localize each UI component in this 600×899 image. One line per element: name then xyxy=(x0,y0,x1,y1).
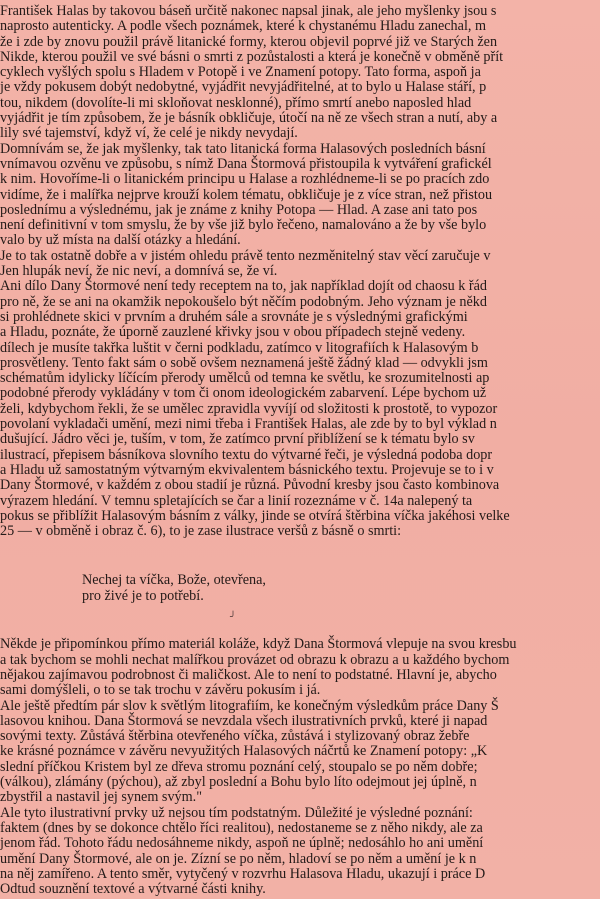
text-line: schématům idylicky líčícím přerody umělců od temna ke světlu, ke srozumitelnosti ap xyxy=(0,370,490,387)
text-line: na něj zamířeno. A tento směr, vytyčený v rozvrhu Halasova Hladu, ukazují i práce D xyxy=(0,865,486,882)
text-line: faktem (dnes by se dokonce chtělo říci realitou), nedostaneme se z něho nikdy, ale za xyxy=(0,819,483,836)
text-line: slední příčkou Kristem byl ze dřeva stromu poznání celý, stoupalo se po něm dobře; xyxy=(0,758,478,775)
poem-line: pro živé je to potřebí. xyxy=(82,588,204,605)
text-line: ilustrací, přepisem básníkova slovního textu do výtvarné řeči, je výsledná podoba dopr xyxy=(0,446,493,463)
text-line: umění Dany Štormové, ale on je. Zízní se po něm, hladoví se po něm a umění je k n xyxy=(0,850,477,867)
text-line: pro ně, že se ani na okamžik nepokoušelo být něčím podobným. Jeho význam je někd xyxy=(0,293,487,310)
text-line: Ale tyto ilustrativní prvky už nejsou tím podstatným. Důležité je výsledné poznání: xyxy=(0,804,473,821)
poem-line: Nechej ta víčka, Bože, otevřena, xyxy=(82,572,266,589)
poem-quote xyxy=(0,573,600,605)
text-line: Nikde, kterou použil ve své básni o smrti z pozůstalosti a která je konečně v obměně přít xyxy=(0,48,504,65)
text-line: lily své tajemství, když ví, že celé je nikdy nevydají. xyxy=(0,125,298,142)
text-line: vyjádřit je tím způsobem, že je básník obkličuje, útočí na ně ze všech stran a nutí, aby a xyxy=(0,110,498,127)
spacer xyxy=(0,605,600,637)
text-line: valo by už místa na další otázky a hledání. xyxy=(0,232,241,249)
text-line: sami domýšleli, o to se tak trochu v závěru pokusím i já. xyxy=(0,682,321,699)
paragraph xyxy=(0,279,600,539)
text-line: František Halas by takovou báseň určitě nakonec napsal jinak, ale jeho myšlenky jsou s xyxy=(0,3,497,19)
text-line: (válkou), zlámány (pýchou), až zbyl poslední a Bohu bylo líto odejmout jej úplně, n xyxy=(0,774,477,791)
text-line: nějakou zajímavou podrobnost či maličkost. Ale to není to podstatné. Hlavní je, abycho xyxy=(0,666,497,683)
paragraph xyxy=(0,142,600,249)
text-line: Odtud souznění textové a výtvarné části knihy. xyxy=(0,881,266,898)
text-line: povolaní vykladači umění, mezi nimi třeba i František Halas, ale zde by to byl výklad n xyxy=(0,416,497,433)
text-line: dílech je musíte takřka luštit v černi podkladu, zatímco v litografiích k Halasovým b xyxy=(0,339,479,356)
text-line: naprosto autenticky. A podle všech poznámek, které k chystanému Hladu zanechal, m xyxy=(0,18,487,35)
text-line: Ale ještě předtím pár slov k světlým litografiím, ke konečným výsledkům práce Dany Š xyxy=(0,697,499,714)
text-line: poslednímu a výslednému, jak je známe z knihy Potopa — Hlad. A zase ani tato pos xyxy=(0,201,478,218)
text-line: pokus se přiblížit Halasovým básním z války, jinde se otvírá štěrbina víčka jakéhosi velke xyxy=(0,507,510,524)
text-line: sovými texty. Zůstává štěrbina otevřeného víčka, zůstává i stylizovaný obraz žebře xyxy=(0,728,470,745)
text-line: a Hladu, poznáte, že úporně zauzlené křivky jsou v obou případech stejně vedeny. xyxy=(0,324,466,341)
text-line: želi, kdybychom řekli, že se umělec zpravidla vyvíjí od složitosti k prostotě, to vypozor xyxy=(0,400,498,417)
text-line: lasovou knihou. Dana Štormová se nevzdala všech ilustrativních prvků, které ji napad xyxy=(0,712,488,729)
text-line: výrazem hledání. V temnu spletajících se čar a linií rozeznáme v č. 14a nalepený ta xyxy=(0,492,473,509)
text-line: Dany Štormové, v každém z obou stadií je různá. Původní kresby jsou často kombinova xyxy=(0,477,500,494)
text-line: Je to tak ostatně dobře a v jistém ohledu právě tento nezměnitelný stav věcí zaručuje v xyxy=(0,247,491,264)
text-line: zbystřil a nastavil jej synem svým." xyxy=(0,789,203,806)
text-line: tou, nikdem (dovolíte-li mi skloňovat nesklonné), přímo smrtí anebo naposled hlad xyxy=(0,94,472,111)
text-line: Někde je připomínkou přímo materiál koláže, když Dana Štormová vlepuje na svou kresbu xyxy=(0,636,517,653)
text-line: Domnívám se, že jak myšlenky, tak tato litanická forma Halasových posledních básní xyxy=(0,140,486,157)
text-line: vnímavou ozvěnu ve způsobu, s nímž Dana Štormová přistoupila k vytváření grafickél xyxy=(0,155,492,172)
article-text xyxy=(0,4,600,897)
text-line: vidíme, že i malířka nejprve krouží kolem tématu, obkličuje je z více stran, než přistou xyxy=(0,186,493,203)
text-line: a Hladu už samostatným výtvarným ekvivalentem básnického textu. Projevuje se to i v xyxy=(0,461,494,478)
text-line: že i zde by znovu použil právě litanické formy, kterou objevil poprvé již ve Starých žen xyxy=(0,33,498,50)
text-line: ke krásné poznámce v závěru nevyužitých Halasových náčrtů ke Znamení potopy: „K xyxy=(0,743,488,760)
text-line: prosvětleny. Tento fakt sám o sobě ovšem neznamená ještě žádný klad — odvykli jsm xyxy=(0,354,488,371)
text-line: není definitivní v tom smyslu, že by vše již bylo řečeno, namalováno a že by vše bylo xyxy=(0,217,487,234)
text-line: k nim. Hovoříme-li o litanickém principu u Halase a rozhlédneme-li se po pracích zdo xyxy=(0,171,490,188)
text-line: jenom řád. Tohoto řádu nedosáhneme nikdy, aspoň ne úplně; nedosáhlo ho ani umění xyxy=(0,835,484,852)
text-line: Jen hlupák neví, že nic neví, a domnívá se, že ví. xyxy=(0,263,278,280)
spacer xyxy=(0,539,600,573)
text-line: je vždy pokusem dobýt nedobytné, vyjádřit nevyjádřitelné, at to bylo u Halase stáří, p xyxy=(0,79,487,96)
text-line: a tak bychom se mohli nechat malířkou provázet od obrazu k obrazu a u každého bychom xyxy=(0,651,510,668)
stray-mark: ╯ xyxy=(230,612,237,623)
paragraph xyxy=(0,699,600,806)
paragraph xyxy=(0,806,600,898)
paragraph xyxy=(0,637,600,698)
text-line: dušující. Jádro věci je, tuším, v tom, že zatímco první přiblížení se k tématu bylo sv xyxy=(0,431,475,448)
paragraph xyxy=(0,249,600,280)
text-line: podobné přerody vykládány v tom či onom ideologickém zabarvení. Lépe bychom už xyxy=(0,385,487,402)
text-line: 25 — v obměně i obraz č. 6), to je zase ilustrace veršů z básně o smrti: xyxy=(0,523,402,540)
text-line: Ani dílo Dany Štormové není tedy receptem na to, jak například dojít od chaosu k řád xyxy=(0,278,487,295)
text-line: cyklech vyšlých spolu s Hladem v Potopě i ve Znamení potopy. Tato forma, aspoň ja xyxy=(0,64,481,81)
text-line: si prohlédnete skici v prvním a druhém sále a srovnáte je s výslednými grafickými xyxy=(0,308,468,325)
paragraph xyxy=(0,4,600,142)
